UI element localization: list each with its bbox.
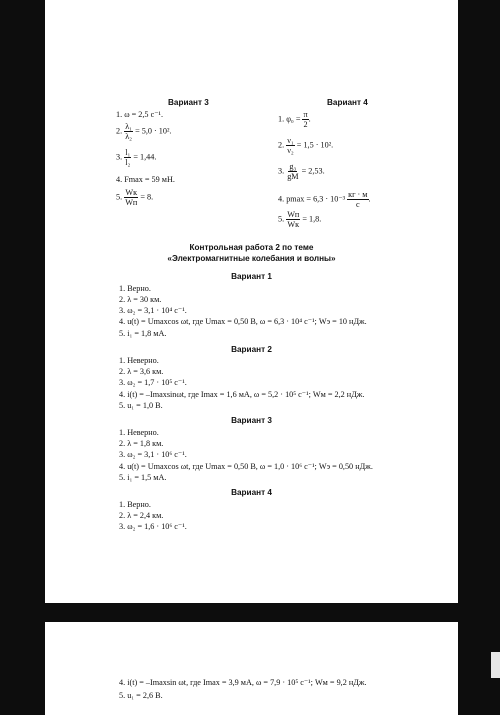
kr-v2-answer-2: 2. λ = 3,6 км. xyxy=(119,367,164,376)
kr-v2-answer-4: 4. i(t) = –Imaxsinωt, где Imax = 1,6 мА, ω = 5,2 · 10⁵ с⁻¹; Wм = 2,2 нДж. xyxy=(119,390,365,399)
v3-answer-5: 5. $\frac{Wк}{Wп}$ = 8. xyxy=(116,188,154,207)
kr-v3-answer-2: 2. λ = 1,8 км. xyxy=(119,439,164,448)
kr-v3-answer-4: 4. u(t) = Umaxcos ωt, где Umax = 0,50 В, ω = 1,0 · 10⁶ с⁻¹; Wэ = 0,50 нДж. xyxy=(119,462,373,471)
v4-answer-2: 2. $\frac{\text{ν₁}}{\text{ν₂}}$ = 1,5 · 10². xyxy=(278,136,334,155)
v4-answer-4: 4. pmax = 6,3 · 10⁻³ $\frac{кг \cdot м}{с}$ . xyxy=(278,190,371,209)
kr-variant-1-title: Вариант 1 xyxy=(231,272,272,281)
kr-v4-answer-1: 1. Верно. xyxy=(119,500,151,509)
scrollbar-thumb[interactable] xyxy=(491,652,500,678)
v4-fraction-1: $\frac{\pi}{2}$ xyxy=(303,110,308,129)
v3-answer-4: 4. Fmax = 59 мН. xyxy=(116,175,175,184)
document-page-1 xyxy=(45,0,458,603)
kr-v2-answer-1: 1. Неверно. xyxy=(119,356,159,365)
v4-answer-5: 5. $\frac{Wп}{Wк}$ = 1,8. xyxy=(278,210,322,229)
v3-fraction-3: $\frac{\text{l₁}}{\text{l₂}}$ xyxy=(125,148,131,167)
kr-v1-answer-4: 4. u(t) = Umaxcos ωt, где Umax = 0,50 В, ω = 6,3 · 10⁴ с⁻¹; Wэ = 10 нДж. xyxy=(119,317,367,326)
kr-v1-answer-5: 5. i₁ = 1,8 мА. xyxy=(119,329,167,338)
section-title-line-1: Контрольная работа 2 по теме xyxy=(189,243,314,252)
kr-v4-answer-3: 3. ω₂ = 1,6 · 10⁶ с⁻¹. xyxy=(119,522,187,531)
v4-fraction-5: $\frac{Wп}{Wк}$ xyxy=(287,210,300,229)
v3-answer-2: 2. $\frac{\text{λ₁}}{\text{λ₂}}$ = 5,0 · 10². xyxy=(116,122,172,141)
v3-answer-1: 1. ω = 2,5 с⁻¹. xyxy=(116,110,164,119)
variant-3-title: Вариант 3 xyxy=(168,98,209,107)
kr-variant-2-title: Вариант 2 xyxy=(231,345,272,354)
kr-v1-answer-1: 1. Верно. xyxy=(119,284,151,293)
v4-answer-3: 3. $\frac{\text{g₃}}{gМ}$ = 2,53. xyxy=(278,162,325,181)
kr-v3-answer-1: 1. Неверно. xyxy=(119,428,159,437)
document-page-2 xyxy=(45,622,458,715)
v4-fraction-4: $\frac{кг \cdot м}{с}$ xyxy=(348,190,368,209)
v4-answer-1: 1. φ₀ = $\frac{\pi}{2}$ . xyxy=(278,110,311,129)
kr-v1-answer-2: 2. λ = 30 км. xyxy=(119,295,162,304)
kr-v4-answer-4: 4. i(t) = –Imaxsin ωt, где Imax = 3,9 мА, ω = 7,9 · 10⁵ с⁻¹; Wм = 9,2 нДж. xyxy=(119,678,367,687)
v4-fraction-3: $\frac{\text{g₃}}{gМ}$ xyxy=(287,162,299,181)
kr-v4-answer-2: 2. λ = 2,4 км. xyxy=(119,511,164,520)
kr-v2-answer-3: 3. ω₂ = 1,7 · 10⁵ с⁻¹. xyxy=(119,378,187,387)
kr-v4-answer-5: 5. u₁ = 2,6 В. xyxy=(119,691,163,700)
v4-fraction-2: $\frac{\text{ν₁}}{\text{ν₂}}$ xyxy=(287,136,294,155)
variant-4-title: Вариант 4 xyxy=(327,98,368,107)
kr-variant-4-title: Вариант 4 xyxy=(231,488,272,497)
kr-v1-answer-3: 3. ω₂ = 3,1 · 10⁴ с⁻¹. xyxy=(119,306,187,315)
kr-v3-answer-3: 3. ω₂ = 3,1 · 10⁶ с⁻¹. xyxy=(119,450,187,459)
v3-fraction-2: $\frac{\text{λ₁}}{\text{λ₂}}$ xyxy=(125,122,133,141)
kr-variant-3-title: Вариант 3 xyxy=(231,416,272,425)
v3-fraction-5: $\frac{Wк}{Wп}$ xyxy=(125,188,138,207)
kr-v3-answer-5: 5. i₁ = 1,5 мА. xyxy=(119,473,167,482)
kr-v2-answer-5: 5. u₁ = 1,0 В. xyxy=(119,401,163,410)
section-title-line-2: «Электромагнитные колебания и волны» xyxy=(167,254,336,263)
v3-answer-3: 3. $\frac{\text{l₁}}{\text{l₂}}$ = 1,44. xyxy=(116,148,157,167)
